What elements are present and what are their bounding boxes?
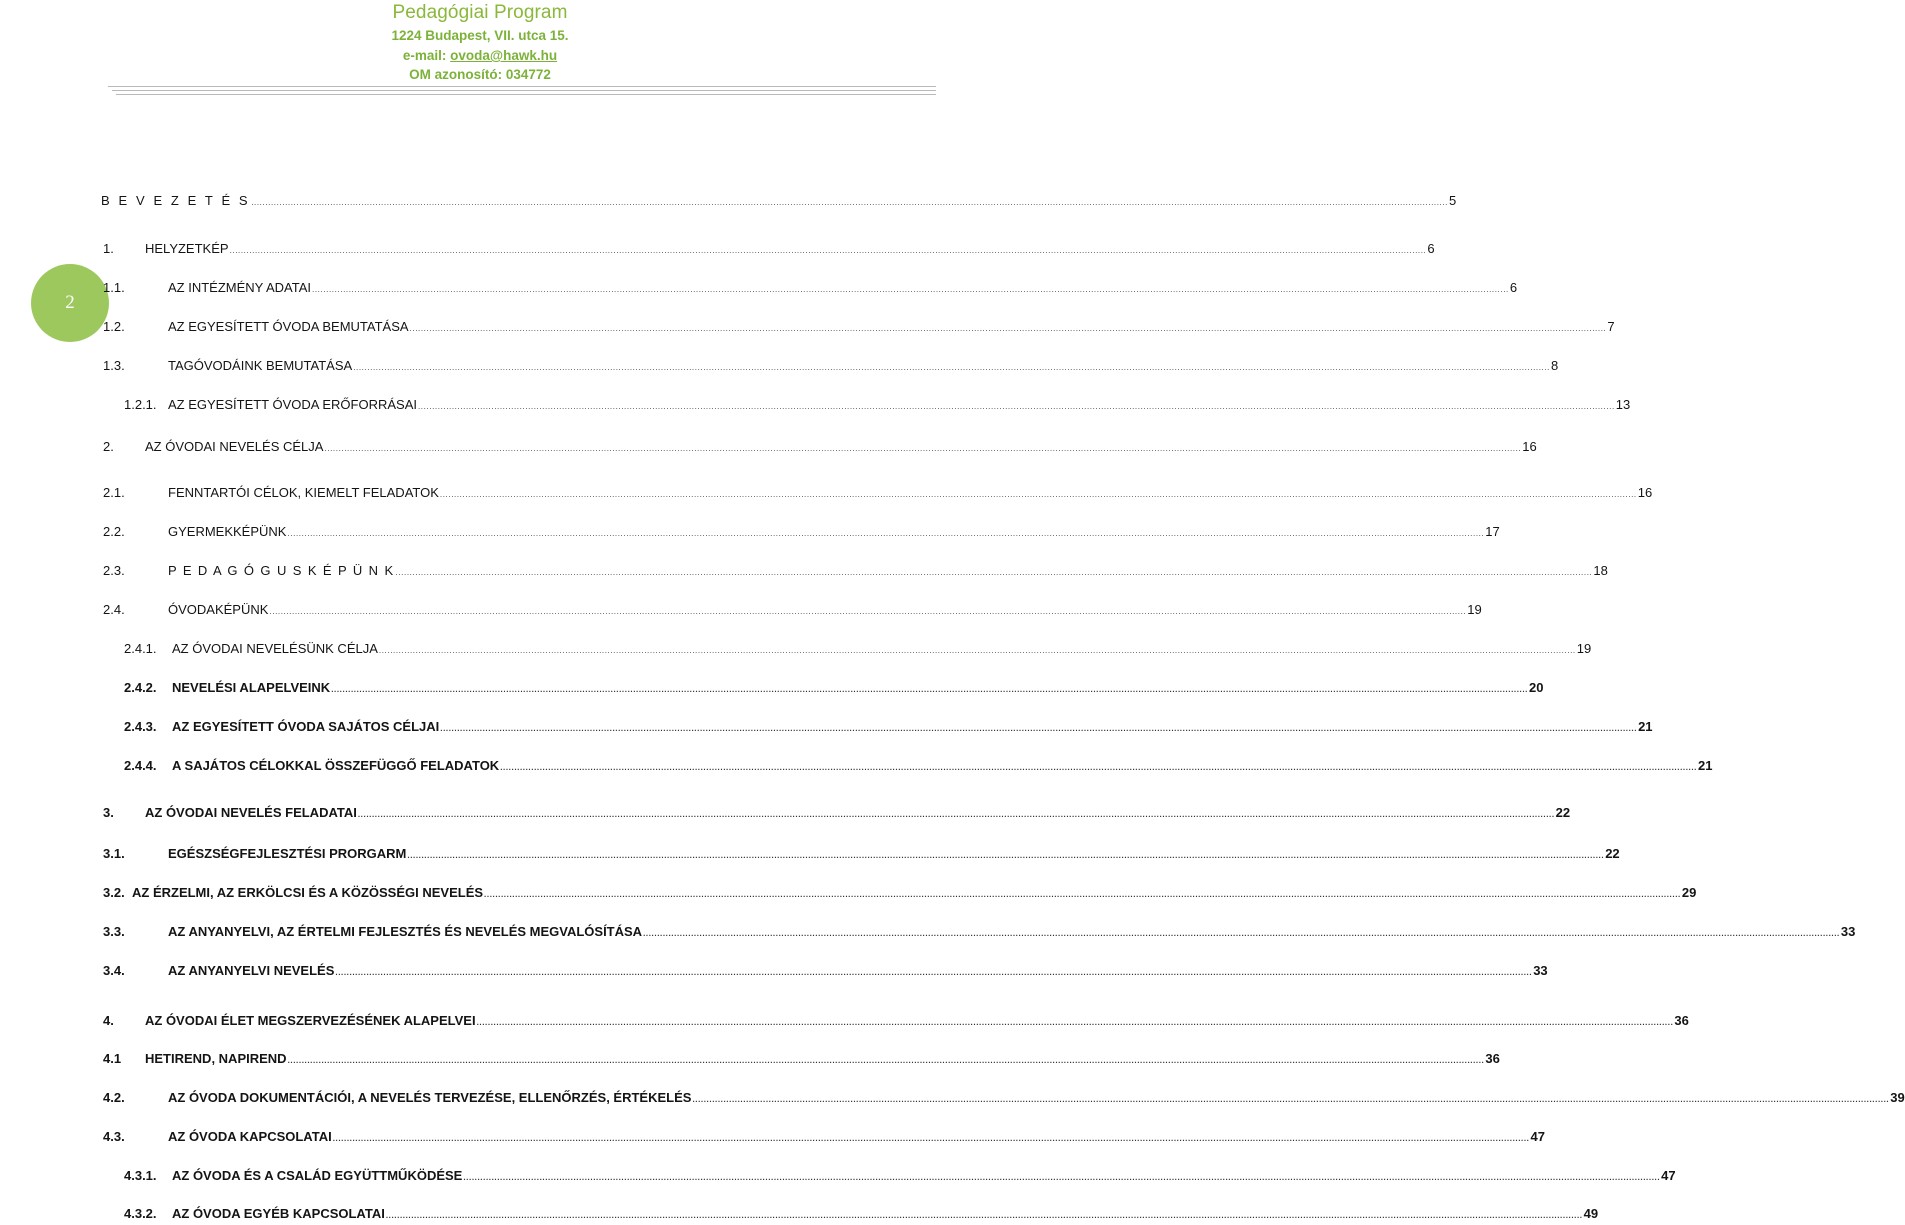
toc-entry-page: 16 bbox=[1522, 439, 1537, 454]
header-title: Pedagógiai Program bbox=[392, 2, 568, 23]
toc-entry[interactable] bbox=[124, 1205, 1599, 1223]
toc-entry[interactable] bbox=[103, 601, 1482, 619]
toc-entry[interactable] bbox=[103, 240, 1435, 258]
toc-entry-number: 2.4.1. bbox=[124, 641, 157, 656]
toc-entry-title: AZ EGYESÍTETT ÓVODA ERŐFORRÁSAI bbox=[168, 397, 417, 412]
toc-dot-leader bbox=[379, 642, 1576, 660]
toc-dot-leader bbox=[418, 398, 1615, 416]
toc-entry[interactable] bbox=[103, 523, 1500, 541]
toc-dot-leader bbox=[288, 1052, 1485, 1070]
toc-entry-page: 47 bbox=[1530, 1129, 1545, 1144]
toc-entry-page: 49 bbox=[1583, 1206, 1599, 1221]
toc-entry[interactable] bbox=[124, 396, 1631, 414]
toc-entry[interactable] bbox=[103, 923, 1856, 941]
toc-entry-title: AZ ÓVODA EGYÉB KAPCSOLATAI bbox=[172, 1206, 385, 1221]
toc-dot-leader bbox=[335, 964, 1532, 982]
toc-entry-number: 3.2. bbox=[103, 885, 125, 900]
toc-entry-page: 5 bbox=[1449, 193, 1457, 208]
toc-dot-leader bbox=[287, 525, 1484, 543]
toc-dot-leader bbox=[643, 925, 1840, 943]
toc-entry-number: 2.3. bbox=[103, 563, 125, 578]
toc-entry-number: 4.2. bbox=[103, 1090, 125, 1105]
toc-entry-page: 29 bbox=[1681, 885, 1697, 900]
toc-dot-leader bbox=[484, 886, 1681, 904]
toc-entry-title: A SAJÁTOS CÉLOKKAL ÖSSZEFÜGGŐ FELADATOK bbox=[172, 758, 500, 773]
toc-entry[interactable] bbox=[103, 438, 1537, 456]
toc-entry-title: P E D A G Ó G U S K É P Ü N K bbox=[168, 563, 395, 578]
toc-entry-title: AZ ANYANYELVI, AZ ÉRTELMI FEJLESZTÉS ÉS NEVELÉS MEGVALÓSÍTÁSA bbox=[168, 924, 643, 939]
toc-dot-leader bbox=[251, 194, 1448, 212]
toc-entry-page: 18 bbox=[1593, 563, 1608, 578]
toc-dot-leader bbox=[312, 281, 1509, 299]
toc-entry-number: 2.1. bbox=[103, 485, 125, 500]
toc-entry-title: FENNTARTÓI CÉLOK, KIEMELT FELADATOK bbox=[168, 485, 439, 500]
header-email-label: e-mail: bbox=[402, 48, 451, 63]
toc-entry-number: 3. bbox=[103, 805, 114, 820]
toc-entry-page: 7 bbox=[1607, 319, 1615, 334]
toc-dot-leader bbox=[410, 320, 1607, 338]
toc-entry[interactable] bbox=[103, 1089, 1905, 1107]
toc-entry-title: AZ ÓVODA DOKUMENTÁCIÓI, A NEVELÉS TERVEZÉSE, ELLENŐRZÉS, ÉRTÉKELÉS bbox=[168, 1090, 692, 1105]
toc-entry-number: 1.2. bbox=[103, 319, 125, 334]
toc-entry-page: 8 bbox=[1551, 358, 1559, 373]
toc-entry-page: 36 bbox=[1674, 1013, 1689, 1028]
toc-entry[interactable] bbox=[124, 640, 1592, 658]
toc-entry-title: AZ ÓVODAI NEVELÉS CÉLJA bbox=[145, 439, 324, 454]
toc-entry-title: AZ ANYANYELVI NEVELÉS bbox=[168, 963, 335, 978]
header-address: 1224 Budapest, VII. utca 15. bbox=[391, 28, 569, 43]
toc-entry[interactable] bbox=[124, 679, 1544, 697]
toc-entry-page: 22 bbox=[1605, 846, 1620, 861]
toc-entry[interactable] bbox=[101, 192, 1457, 210]
toc-entry[interactable] bbox=[103, 884, 1697, 902]
toc-entry-title: HETIREND, NAPIREND bbox=[145, 1051, 287, 1066]
toc-entry-number: 4.1 bbox=[103, 1051, 122, 1066]
toc-entry-title: AZ EGYESÍTETT ÓVODA BEMUTATÁSA bbox=[168, 319, 409, 334]
toc-entry-page: 16 bbox=[1637, 485, 1653, 500]
toc-entry-title: AZ ÓVODAI NEVELÉSÜNK CÉLJA bbox=[172, 641, 378, 656]
toc-entry[interactable] bbox=[124, 718, 1653, 736]
toc-dot-leader bbox=[331, 681, 1528, 699]
toc-entry-number: 3.1. bbox=[103, 846, 125, 861]
toc-entry[interactable] bbox=[103, 845, 1620, 863]
toc-entry[interactable] bbox=[103, 1128, 1545, 1146]
toc-entry-page: 22 bbox=[1555, 805, 1571, 820]
toc-entry-number: 4. bbox=[103, 1013, 114, 1028]
toc-entry-number: 3.3. bbox=[103, 924, 125, 939]
toc-entry-page: 39 bbox=[1890, 1090, 1905, 1105]
toc-entry[interactable] bbox=[103, 484, 1653, 502]
toc-dot-leader bbox=[440, 486, 1637, 504]
toc-entry-number: 2.4.2. bbox=[124, 680, 157, 695]
toc-dot-leader bbox=[230, 242, 1427, 260]
toc-dot-leader bbox=[333, 1130, 1530, 1148]
toc-entry-page: 13 bbox=[1615, 397, 1631, 412]
toc-entry-number: 2.4.4. bbox=[124, 758, 157, 773]
toc-entry-number: 2.4. bbox=[103, 602, 125, 617]
toc-entry-number: 1. bbox=[103, 241, 114, 256]
toc-dot-leader bbox=[396, 564, 1593, 582]
toc-entry[interactable] bbox=[103, 279, 1518, 297]
toc-dot-leader bbox=[440, 720, 1637, 738]
toc-entry-page: 19 bbox=[1467, 602, 1482, 617]
toc-entry-title: AZ ÓVODA KAPCSOLATAI bbox=[168, 1129, 332, 1144]
toc-entry-title: EGÉSZSÉGFEJLESZTÉSI PRORGARM bbox=[168, 846, 407, 861]
toc-entry-number: 2. bbox=[103, 439, 114, 454]
toc-entry-title: AZ INTÉZMÉNY ADATAI bbox=[168, 280, 312, 295]
toc-dot-leader bbox=[386, 1207, 1583, 1225]
toc-entry[interactable] bbox=[124, 1167, 1676, 1185]
toc-entry-number: 2.4.3. bbox=[124, 719, 157, 734]
toc-entry-number: 1.2.1. bbox=[124, 397, 157, 412]
toc-entry[interactable] bbox=[103, 804, 1571, 822]
toc-entry-page: 33 bbox=[1533, 963, 1548, 978]
toc-entry-title: AZ ÓVODA ÉS A CSALÁD EGYÜTTMŰKÖDÉSE bbox=[172, 1168, 463, 1183]
toc-entry[interactable] bbox=[103, 1050, 1500, 1068]
toc-entry-number: B E V E Z E T É S bbox=[101, 193, 251, 208]
toc-dot-leader bbox=[477, 1014, 1674, 1032]
toc-entry-title: GYERMEKKÉPÜNK bbox=[168, 524, 287, 539]
toc-entry-page: 17 bbox=[1485, 524, 1500, 539]
toc-dot-leader bbox=[500, 759, 1697, 777]
toc-dot-leader bbox=[407, 847, 1604, 865]
toc-entry-page: 36 bbox=[1485, 1051, 1500, 1066]
toc-entry-number: 2.2. bbox=[103, 524, 125, 539]
toc-entry[interactable] bbox=[103, 357, 1559, 375]
toc-entry-number: 1.1. bbox=[103, 280, 125, 295]
page-number-badge: 2 bbox=[31, 264, 109, 342]
toc-dot-leader bbox=[692, 1091, 1889, 1109]
toc-entry-number: 4.3. bbox=[103, 1129, 125, 1144]
toc-entry[interactable] bbox=[103, 318, 1615, 336]
toc-entry-page: 21 bbox=[1638, 719, 1653, 734]
toc-dot-leader bbox=[269, 603, 1466, 621]
toc-entry-title: NEVELÉSI ALAPELVEINK bbox=[172, 680, 331, 695]
toc-entry-page: 6 bbox=[1509, 280, 1518, 295]
toc-entry-page: 20 bbox=[1529, 680, 1544, 695]
toc-entry-title: AZ ÓVODAI ÉLET MEGSZERVEZÉSÉNEK ALAPELVEI bbox=[145, 1013, 476, 1028]
toc-entry[interactable] bbox=[103, 1012, 1689, 1030]
toc-entry-number: 4.3.2. bbox=[124, 1206, 157, 1221]
toc-entry[interactable] bbox=[124, 757, 1713, 775]
toc-entry-page: 19 bbox=[1576, 641, 1592, 656]
toc-entry-number: 1.3. bbox=[103, 358, 125, 373]
toc-entry-title: AZ EGYESÍTETT ÓVODA SAJÁTOS CÉLJAI bbox=[172, 719, 440, 734]
toc-entry-title: HELYZETKÉP bbox=[145, 241, 229, 256]
toc-entry-title: TAGÓVODÁINK BEMUTATÁSA bbox=[168, 358, 353, 373]
toc-dot-leader bbox=[324, 440, 1521, 458]
header-email-link[interactable]: ovoda@hawk.hu bbox=[450, 48, 558, 63]
toc-entry-number: 4.3.1. bbox=[124, 1168, 157, 1183]
toc-entry-page: 6 bbox=[1427, 241, 1435, 256]
toc-dot-leader bbox=[358, 806, 1555, 824]
toc-entry[interactable] bbox=[103, 562, 1608, 580]
header-om-id: OM azonosító: 034772 bbox=[409, 67, 551, 82]
toc-entry-title: AZ ÓVODAI NEVELÉS FELADATAI bbox=[145, 805, 357, 820]
toc-entry[interactable] bbox=[103, 962, 1548, 980]
toc-dot-leader bbox=[463, 1169, 1660, 1187]
toc-entry-page: 33 bbox=[1840, 924, 1856, 939]
toc-entry-page: 21 bbox=[1698, 758, 1713, 773]
toc-entry-title: AZ ÉRZELMI, AZ ERKÖLCSI ÉS A KÖZÖSSÉGI NEVELÉS bbox=[132, 885, 484, 900]
toc-dot-leader bbox=[353, 359, 1550, 377]
toc-entry-title: ÓVODAKÉPÜNK bbox=[168, 602, 269, 617]
toc-entry-number: 3.4. bbox=[103, 963, 125, 978]
toc-entry-page: 47 bbox=[1661, 1168, 1676, 1183]
